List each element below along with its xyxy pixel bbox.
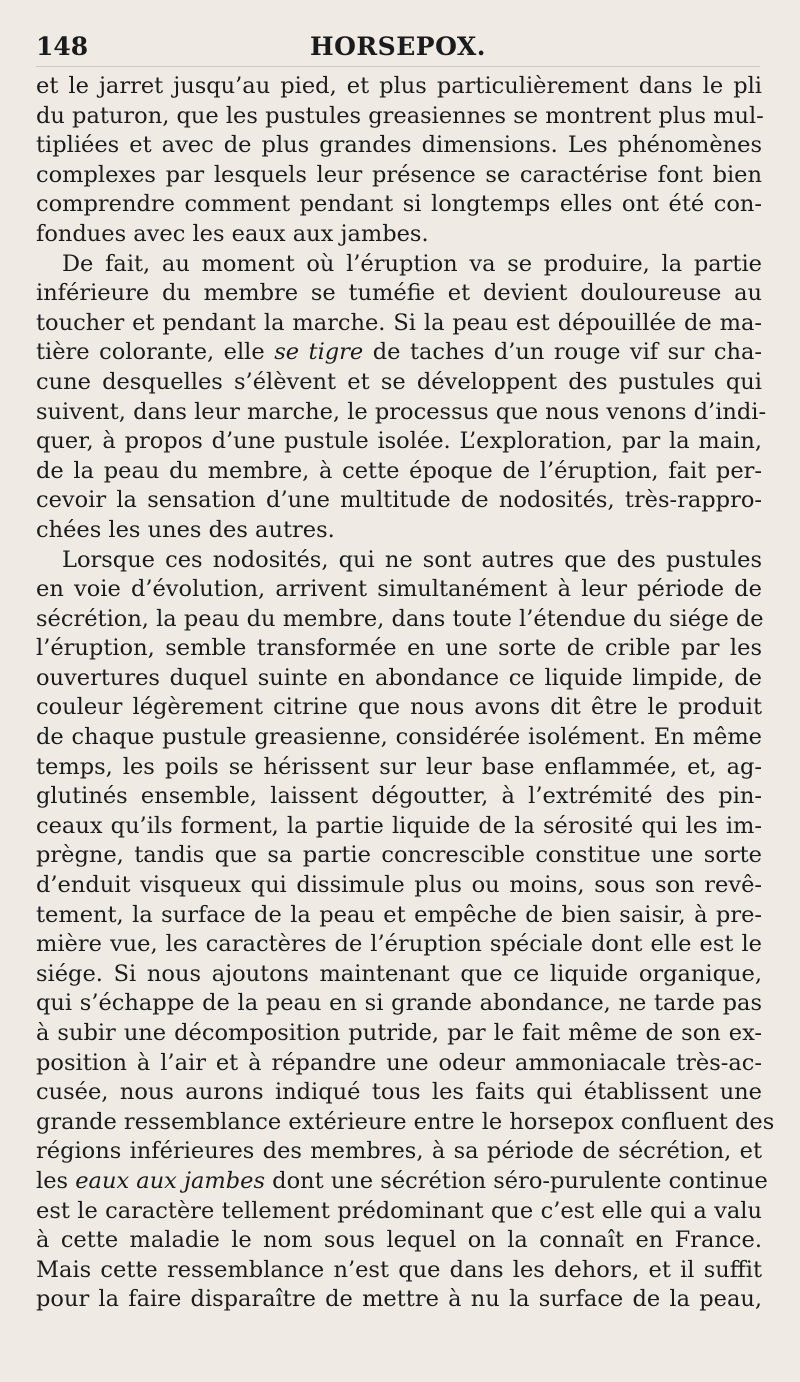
text-line: régions inférieures des membres, à sa période de sécrétion, et [36,1138,762,1165]
text-line: d’enduit visqueux qui dissimule plus ou moins, sous son revê- [36,872,762,899]
text-line: suivent, dans leur marche, le processus que nous venons d’indi- [36,398,767,425]
text-line: De fait, au moment où l’éruption va se produire, la partie [62,250,762,277]
text-line: inférieure du membre se tuméfie et devient douloureuse au [36,280,762,307]
text-line: Mais cette ressemblance n’est que dans les dehors, et il suffit [36,1256,762,1283]
text-run: de taches d’un rouge vif sur cha- [363,339,763,366]
text-run: dont une sécrétion séro-purulente continue [265,1167,768,1194]
text-line: cune desquelles s’élèvent et se développent des pustules qui [36,368,762,395]
emphasis: se tigre [274,339,364,366]
page-body [36,72,775,1315]
text-line: temps, les poils se hérissent sur leur base enflammée, et, ag- [36,753,762,780]
text-line: toucher et pendant la marche. Si la peau est dépouillée de ma- [36,309,762,336]
text-line: à cette maladie le nom sous lequel on la connaît en France. [36,1227,762,1254]
text-line: fondues avec les eaux aux jambes. [36,220,429,247]
text-line: du paturon, que les pustules greasiennes se montrent plus mul- [36,102,764,129]
text-line: cusée, nous aurons indiqué tous les faits qui établissent une [36,1079,762,1106]
text-line: à subir une décomposition putride, par le fait même de son ex- [36,1020,762,1046]
text-line: couleur légèrement citrine que nous avons dit être le produit [36,694,762,721]
text-line: tipliées et avec de plus grandes dimensions. Les phénomènes [36,132,762,159]
emphasis: eaux aux jambes [75,1167,266,1194]
page-number: 148 [36,32,89,61]
text-line: pour la faire disparaître de mettre à nu la surface de la peau, [36,1286,762,1313]
text-line: comprendre comment pendant si longtemps elles ont été con- [36,191,762,218]
text-line: ouvertures duquel suinte en abondance ce liquide limpide, de [36,664,762,691]
text-line: tement, la surface de la peau et empêche de bien saisir, à pre- [36,901,762,928]
text-line: et le jarret jusqu’au pied, et plus particulièrement dans le pli [36,73,762,99]
text-line: glutinés ensemble, laissent dégoutter, à l’extrémité des pin- [36,783,762,810]
text-line-with-emphasis [36,338,762,368]
text-run: les [36,1167,76,1194]
text-line: quer, à propos d’une pustule isolée. L’exploration, par la main, [36,428,762,455]
text-line: chées les unes des autres. [36,516,335,543]
text-line: sécrétion, la peau du membre, dans toute l’étendue du siége de [36,605,764,632]
text-line: grande ressemblance extérieure entre le horsepox confluent des [36,1108,775,1135]
text-line: position à l’air et à répandre une odeur ammoniacale très-ac- [36,1049,762,1076]
text-line: ceaux qu’ils forment, la partie liquide de la sérosité qui les im- [36,812,762,839]
text-line: Lorsque ces nodosités, qui ne sont autres que des pustules [62,546,762,573]
text-line: mière vue, les caractères de l’éruption spéciale dont elle est le [36,931,762,958]
text-line: de la peau du membre, à cette époque de l’éruption, fait per- [36,457,762,484]
text-line: cevoir la sensation d’une multitude de nodosités, très-rappro- [36,487,762,514]
text-line: complexes par lesquels leur présence se caractérise font bien [36,161,762,188]
text-line: siége. Si nous ajoutons maintenant que ce liquide organique, [36,960,762,987]
text-line: qui s’échappe de la peau en si grande abondance, ne tarde pas [36,990,762,1017]
text-line-with-emphasis [36,1167,768,1197]
running-head: HORSEPOX. [309,32,487,61]
text-line: prègne, tandis que sa partie concrescible constitue une sorte [36,842,762,869]
text-line: en voie d’évolution, arrivent simultanément à leur période de [36,576,762,603]
text-line: l’éruption, semble transformée en une sorte de crible par les [36,635,762,662]
text-line: est le caractère tellement prédominant que c’est elle qui a valu [36,1197,762,1224]
text-line: de chaque pustule greasienne, considérée isolément. En même [36,724,762,751]
page-header [36,22,760,67]
text-run: tière colorante, elle [36,339,275,366]
